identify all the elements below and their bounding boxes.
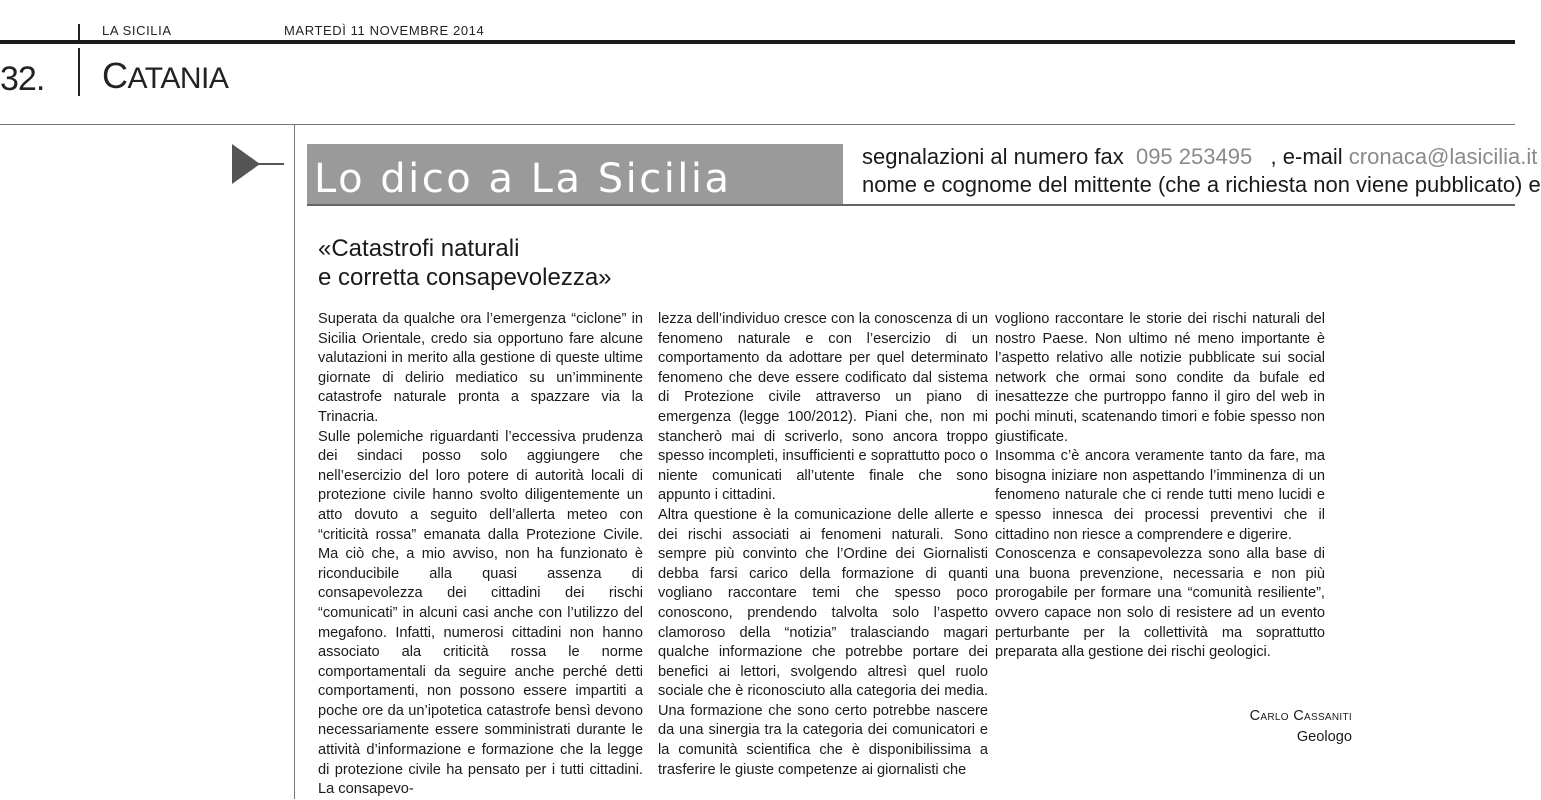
headline-line-1: «Catastrofi naturali [318,235,520,262]
contact-info-line [862,144,1537,170]
article-column-2 [658,310,988,780]
email-address: cronaca@lasicilia.it [1348,144,1538,169]
paragraph: Superata da qualche ora l’emergenza “ciclone” in Sicilia Orientale, credo sia opportuno fare alcune valutazioni in merito alla gestione di queste ultime giornate di delirio mediatico su un’imminente catastrofe naturale pronta a spazzare via la Trinacria. [318,311,643,425]
headline-line-2: e corretta consapevolezza» [318,264,612,291]
arrow-marker-line [258,163,284,165]
paragraph: vogliono raccontare le storie dei rischi naturali del nostro Paese. Non ultimo né meno importante è l’aspetto relativo alle notizie pubblicate sui social network che ormai sono condite da bufale ed inesattezze che purtroppo fanno il giro del web in pochi minuti, scatenando timori e fobie spesso non giustificate. [995,311,1325,445]
header-rule [0,40,1515,44]
article-headline [318,234,612,292]
paragraph: Insomma c’è ancora veramente tanto da fare, ma bisogna iniziare non aspettando l’imminenza di un fenomeno naturale che ci rende tutti meno lucidi e spesso innesca dei processi preventivi che il cittadino non riesce a comprendere e digerire. [995,448,1325,543]
fax-number: 095 253495 [1135,144,1253,169]
article-column-3 [995,310,1325,663]
margin-column-line [294,124,295,799]
header-divider-tick [78,24,80,40]
paragraph: lezza dell’individuo cresce con la conoscenza di un fenomeno naturale e con l’esercizio di un comportamento da adottare per quel determinato fenomeno che deve essere codificato dal sistema di Protezione civile attraverso un piano di emergenza (legge 100/2012). Piani che, non mi stancherò mai di scriverlo, sono ancora troppo spesso incompleti, insufficienti e soprattutto poco o niente comunicati all’utente finale che sono appunto i cittadini. [658,311,988,504]
section-separator [0,124,1515,125]
header-divider-line [78,48,80,96]
rubric-title: Lo dico a La Sicilia [314,156,732,202]
paragraph: Conoscenza e consapevolezza sono alla base di una buona prevenzione, necessaria e non più prorogabile per formare una “comunità resiliente”, ovvero capace non solo di resistere ad un evento perturbante per la collettività ma soprattutto preparata alla gestione dei rischi geologici. [995,546,1325,661]
section-title-initial: C [102,55,128,96]
arrow-marker-icon [232,144,260,184]
section-title [102,55,228,97]
contact-text-email-label: , e-mail [1270,144,1343,169]
paragraph: Sulle polemiche riguardanti l’eccessiva prudenza dei sindaci posso solo aggiungere che nell’esercizio del loro potere di autorità locali di protezione civile hanno svolto diligentemente un atto dovuto a seguito dell’allerta meteo con “criticità rossa” emanata dalla Protezione Civile. Ma ciò che, a mio avviso, non ha funzionato è riconducibile alla quasi assenza di consapevolezza dei cittadini dei rischi “comunicati” in alcuni casi anche con l’utilizzo del megafono. Infatti, numerosi cittadini non hanno associato ala criticità rossa le norme comportamentali da seguire anche perché detti comportamenti, non possono essere impartiti a poche ore da un’ipotetica catastrofe bensì devono necessariamente essere somministrati durante le attività d’informazione e formazione che la legge di protezione civile ha pensato per i tutti cittadini. La consapevo- [318,428,643,798]
section-title-rest: ATANIA [127,62,229,95]
issue-date: MARTEDÌ 11 NOVEMBRE 2014 [284,23,485,38]
sender-info-line: nome e cognome del mittente (che a richiesta non viene pubblicato) e [862,172,1541,197]
author-name: Carlo Cassaniti [1249,708,1352,724]
author-role: Geologo [1296,729,1352,745]
article-column-1 [318,310,643,800]
contact-text-fax-label: segnalazioni al numero fax [862,144,1124,169]
paragraph: Altra questione è la comunicazione delle allerte e dei rischi associati ai fenomeni naturali. Sono sempre più convinto che l’Ordine dei Giornalisti debba farsi carico della formazione di quanti vogliano raccontare temi che spesso poco conoscono, prendendo talvolta solo l’aspetto clamoroso della “notizia” tralasciando magari qualche informazione che potrebbe portare dei benefici ai lettori, svolgendo altresì quel ruolo sociale che è riconosciuto alla categoria dei media. Una formazione che sono certo potrebbe nascere da una sinergia tra la categoria dei comunicatori e la comunità scientifica che è disponibilissima a trasferire le giuste competenze ai giornalisti che [658,506,988,778]
newspaper-name: LA SICILIA [102,23,172,38]
page-number: 32. [0,60,45,98]
rubric-underline [307,204,1515,206]
